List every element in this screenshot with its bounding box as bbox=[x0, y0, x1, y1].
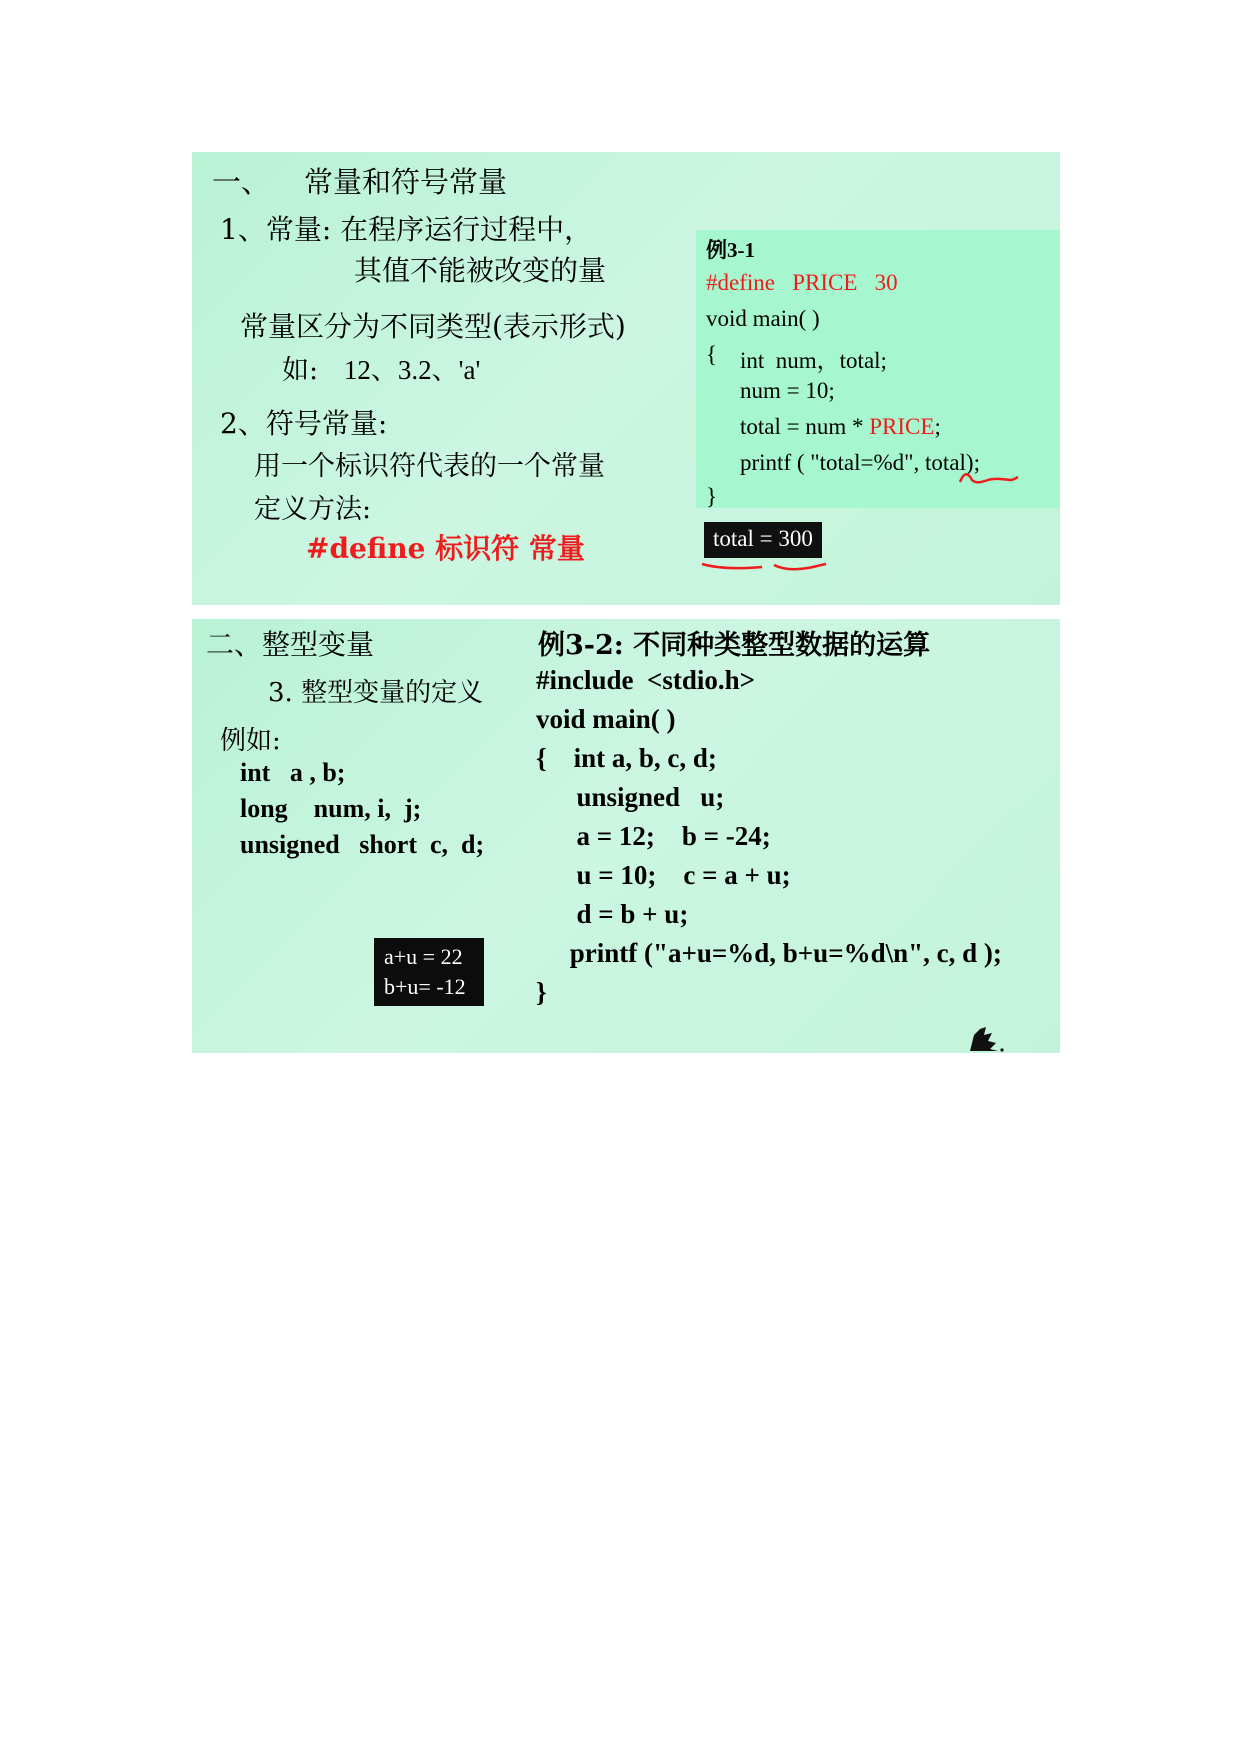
constant-examples bbox=[282, 348, 480, 387]
total-calculation-line bbox=[740, 414, 941, 440]
declaration-line: int num，total; bbox=[740, 348, 887, 373]
brace-close: } bbox=[706, 484, 718, 509]
code-line-assign-uc: u = 10; c = a + u; bbox=[536, 860, 791, 890]
total-prefix: total = num * bbox=[740, 414, 870, 439]
output-line-sum: a+u = 22 bbox=[384, 944, 463, 969]
code-line-include: #include <stdio.h> bbox=[536, 665, 756, 695]
slide2-title: 二、整型变量 bbox=[206, 628, 375, 661]
code-line-main: void main( ) bbox=[536, 704, 676, 734]
red-output-underline bbox=[700, 558, 830, 574]
declaration-long: long num, i, j; bbox=[240, 794, 422, 823]
slide1-title bbox=[212, 160, 507, 201]
example-3-1-code-box bbox=[696, 230, 1060, 508]
example-prefix: 如: bbox=[282, 355, 319, 386]
example-label: 例如: bbox=[220, 726, 281, 756]
slide1-title-number: 一、 bbox=[212, 165, 271, 199]
assignment-line: num = 10; bbox=[740, 378, 835, 403]
slide-integer-variables bbox=[192, 619, 1060, 1053]
slide2-subtitle: 3. 整型变量的定义 bbox=[268, 678, 484, 708]
printf-line: printf ( "total=%d", total); bbox=[740, 450, 980, 475]
code-line-printf: printf ("a+u=%d, b+u=%d\n", c, d ); bbox=[536, 938, 1002, 968]
example-3-1-title: 例3-1 bbox=[706, 238, 755, 262]
output-total: total = 300 bbox=[704, 522, 822, 558]
output-box-example-3-2 bbox=[374, 938, 484, 1006]
total-price-token: PRICE bbox=[869, 414, 935, 439]
constant-types-line: 常量区分为不同类型(表示形式) bbox=[240, 310, 626, 343]
code-line-assign-d: d = b + u; bbox=[536, 899, 689, 929]
define-price-line: #define PRICE 30 bbox=[706, 270, 898, 295]
slide-constants bbox=[192, 152, 1060, 605]
example-values: 12、3.2、'a' bbox=[343, 355, 481, 385]
code-line-decl: { int a, b, c, d; bbox=[536, 743, 717, 773]
constant-definition-line2: 其值不能被改变的量 bbox=[354, 254, 607, 287]
declaration-unsigned-short: unsigned short c, d; bbox=[240, 830, 485, 859]
code-line-unsigned: unsigned u; bbox=[536, 782, 725, 812]
declaration-int: int a , b; bbox=[240, 758, 346, 787]
define-syntax: #define 标识符 常量 bbox=[306, 532, 585, 565]
decorative-corner-icon bbox=[966, 1023, 1006, 1053]
code-line-brace-close: } bbox=[536, 977, 547, 1007]
define-method-label: 定义方法: bbox=[254, 494, 372, 525]
output-line-diff: b+u= -12 bbox=[384, 974, 466, 999]
total-suffix: ; bbox=[934, 414, 941, 439]
code-line-assign-ab: a = 12; b = -24; bbox=[536, 821, 771, 851]
red-wavy-underline bbox=[958, 472, 1020, 486]
symbolic-constant-heading: 2、符号常量: bbox=[220, 407, 388, 440]
brace-open: { bbox=[706, 342, 718, 367]
main-function-line: void main( ) bbox=[706, 306, 820, 331]
slide1-title-text: 常量和符号常量 bbox=[304, 165, 508, 199]
symbolic-constant-description: 用一个标识符代表的一个常量 bbox=[254, 451, 605, 482]
constant-definition-line1: 1、常量: 在程序运行过程中， bbox=[220, 213, 593, 246]
example-3-2-heading: 例3-2: 不同种类整型数据的运算 bbox=[538, 630, 931, 661]
